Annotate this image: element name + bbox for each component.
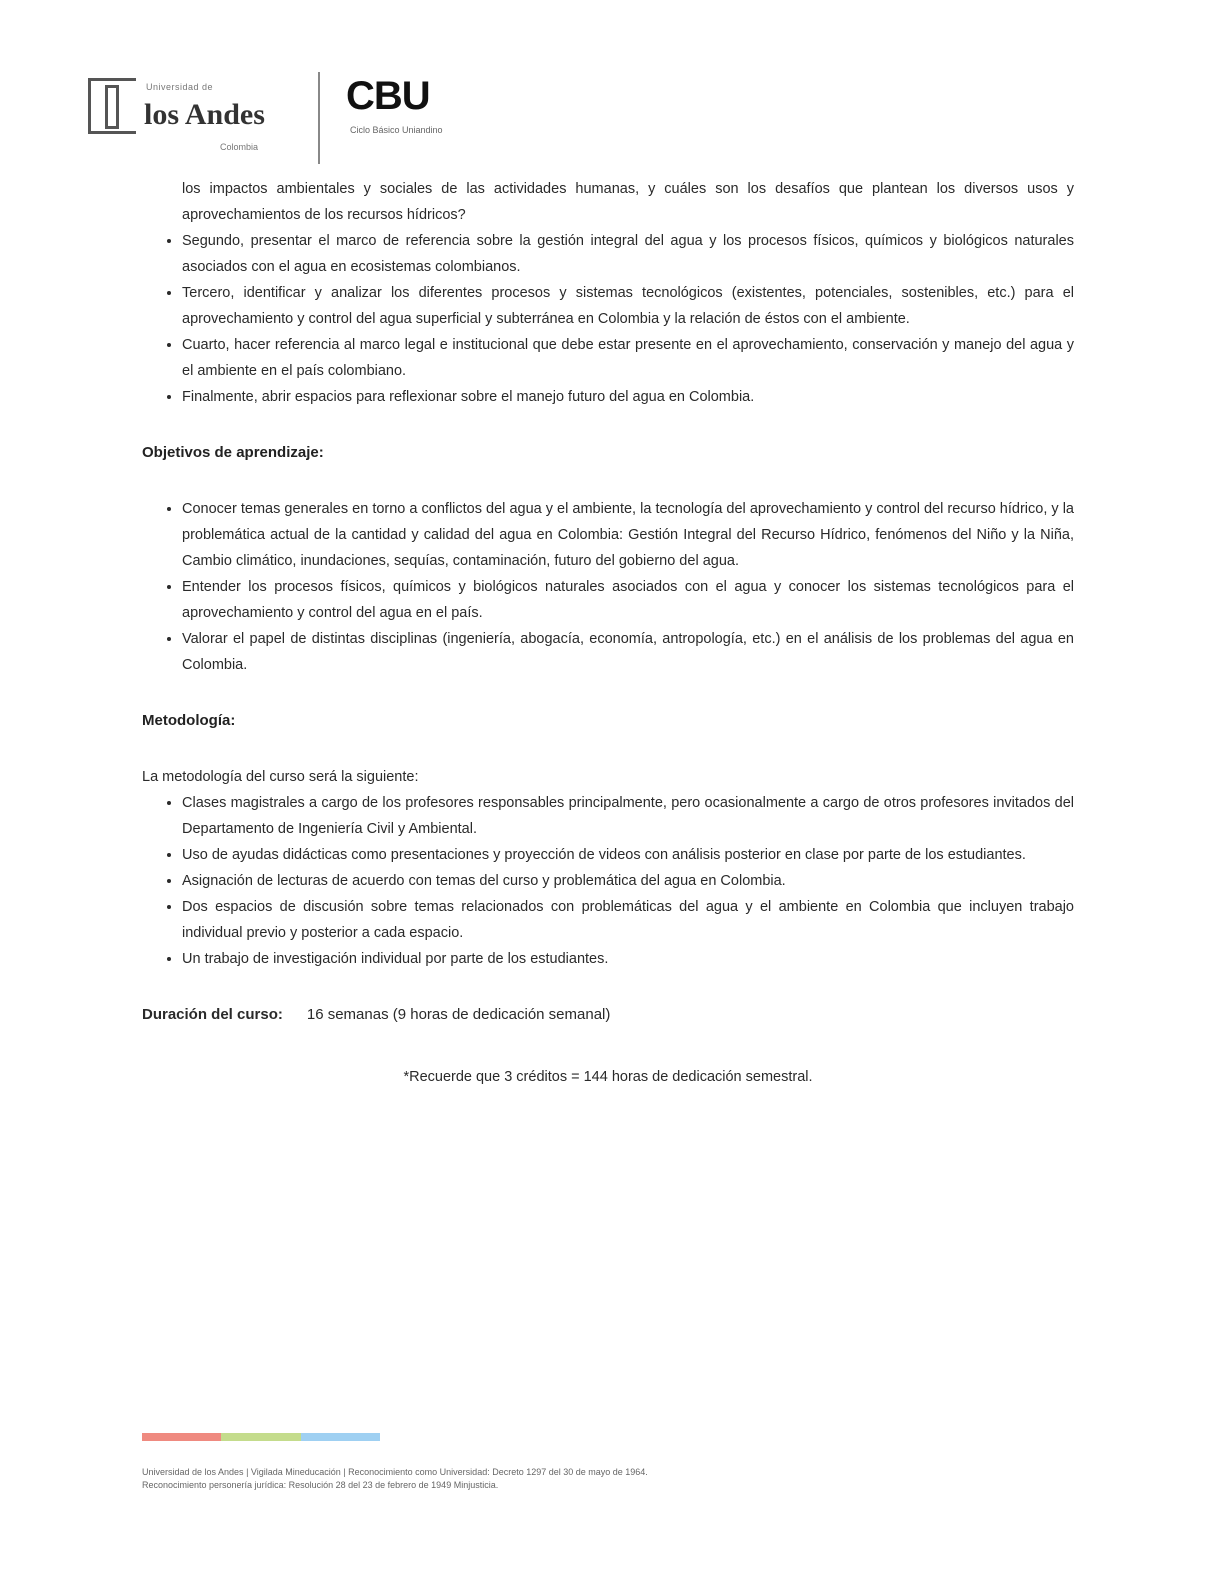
metodologia-list [142, 790, 1074, 972]
footer-line: Reconocimiento personería jurídica: Resolución 28 del 23 de febrero de 1949 Minjusticia. [142, 1480, 499, 1490]
list-item: • Tercero, identificar y analizar los diferentes procesos y sistemas tecnológicos (existentes, potenciales, sostenibles, etc.) para el aprovechamiento y control del agua superficial y subterránea en Colombia y la relación de éstos con el ambiente. [182, 280, 1074, 332]
university-logo-icon [88, 78, 136, 134]
list-item: • Segundo, presentar el marco de referencia sobre la gestión integral del agua y los procesos físicos, químicos y biológicos naturales asociados con el agua en ecosistemas colombianos. [182, 228, 1074, 280]
list-item: • Uso de ayudas didácticas como presentaciones y proyección de videos con análisis posterior en clase por parte de los estudiantes. [182, 842, 1074, 868]
color-bar-segment [301, 1433, 380, 1441]
list-item: • Asignación de lecturas de acuerdo con temas del curso y problemática del agua en Colombia. [182, 868, 1074, 894]
intro-continuation: los impactos ambientales y sociales de las actividades humanas, y cuáles son los desafíos que plantean los diversos usos y aprovechamientos de los recursos hídricos? [182, 181, 1074, 223]
list-item: • Finalmente, abrir espacios para reflexionar sobre el manejo futuro del agua en Colombia. [182, 384, 1074, 410]
duration-label: Duración del curso: [142, 1006, 283, 1023]
metodologia-heading: Metodología: [142, 712, 236, 729]
color-bar-segment [142, 1433, 221, 1441]
document-body [142, 176, 1074, 1090]
list-item: • Valorar el papel de distintas disciplinas (ingeniería, abogacía, economía, antropología, etc.) en el análisis de los problemas del agua en Colombia. [182, 626, 1074, 678]
metodologia-intro: La metodología del curso será la siguiente: [142, 769, 419, 785]
duration-value: 16 semanas (9 horas de dedicación semanal) [306, 1006, 611, 1023]
university-country: Colombia [220, 142, 259, 152]
cbu-subtitle: Ciclo Básico Uniandino [350, 125, 443, 135]
duration-row [142, 1002, 1074, 1028]
logo-divider [318, 72, 320, 164]
list-item: • Dos espacios de discusión sobre temas relacionados con problemáticas del agua y el ambiente en Colombia que incluyen trabajo individual previo y posterior a cada espacio. [182, 894, 1074, 946]
intro-list [142, 228, 1074, 410]
list-item: • Un trabajo de investigación individual por parte de los estudiantes. [182, 946, 1074, 972]
credits-footnote: *Recuerde que 3 créditos = 144 horas de dedicación semestral. [403, 1069, 813, 1085]
footer-color-bar [142, 1433, 380, 1441]
list-item: • Cuarto, hacer referencia al marco legal e institucional que debe estar presente en el aprovechamiento, conservación y manejo del agua y el ambiente en el país colombiano. [182, 332, 1074, 384]
header-logos [88, 72, 468, 168]
cbu-logo: CBU [346, 74, 430, 118]
university-name: los Andes [144, 98, 265, 131]
color-bar-segment [221, 1433, 300, 1441]
objetivos-heading: Objetivos de aprendizaje: [142, 444, 324, 461]
footer-text [142, 1466, 962, 1492]
list-item: • Entender los procesos físicos, químicos y biológicos naturales asociados con el agua y conocer los sistemas tecnológicos para el aprovechamiento y control del agua en el país. [182, 574, 1074, 626]
footer-line: Universidad de los Andes | Vigilada Mineducación | Reconocimiento como Universidad: Decreto 1297 del 30 de mayo de 1964. [142, 1467, 648, 1477]
list-item: • Clases magistrales a cargo de los profesores responsables principalmente, pero ocasionalmente a cargo de otros profesores invitados del Departamento de Ingeniería Civil y Ambiental. [182, 790, 1074, 842]
objetivos-list [142, 496, 1074, 678]
list-item: • Conocer temas generales en torno a conflictos del agua y el ambiente, la tecnología del aprovechamiento y control del recurso hídrico, y la problemática actual de la cantidad y calidad del agua en Colombia: Gestión Integral del Recurso Hídrico, fenómenos del Niño y la Niña, Cambio climático, inundaciones, sequías, contaminación, futuro del gobierno del agua. [182, 496, 1074, 574]
university-top-text: Universidad de [146, 82, 214, 92]
